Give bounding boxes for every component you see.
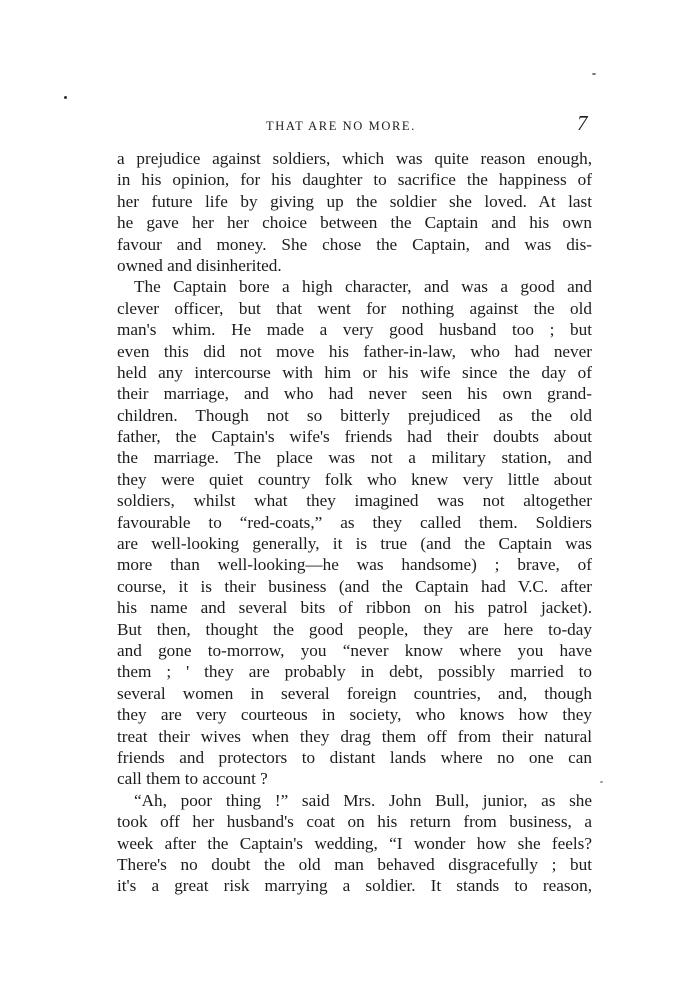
text-line: it's a great risk marrying a soldier. It stands to reason, [117, 876, 592, 896]
page-body [117, 148, 592, 897]
text-line: her future life by giving up the soldier she loved. At last [117, 191, 592, 211]
ink-speck [600, 781, 603, 783]
running-title: THAT ARE NO MORE. [266, 119, 416, 133]
text-line: took off her husband's coat on his return from business, a [117, 812, 592, 832]
text-line: favour and money. She chose the Captain, and was dis- [117, 234, 592, 254]
text-line: he gave her her choice between the Captain and his own [117, 213, 592, 233]
text-line: even this did not move his father-in-law, who had never [117, 341, 592, 361]
text-line: held any intercourse with him or his wife since the day of [117, 362, 592, 382]
text-line: several women in several foreign countries, and, though [117, 683, 592, 703]
text-line: man's whim. He made a very good husband too ; but [117, 320, 592, 340]
text-line: There's no doubt the old man behaved disgracefully ; but [117, 854, 592, 874]
text-line: call them to account ? [117, 769, 268, 789]
text-line: treat their wives when they drag them off from their natural [117, 726, 592, 746]
text-line: in his opinion, for his daughter to sacrifice the happiness of [117, 170, 592, 190]
text-line: favourable to “red-coats,” as they called them. Soldiers [117, 512, 592, 532]
text-line: The Captain bore a high character, and was a good and [134, 277, 592, 297]
text-line: clever officer, but that went for nothing against the old [117, 298, 592, 318]
text-line: his name and several bits of ribbon on his patrol jacket). [117, 598, 592, 618]
page-number: 7 [577, 111, 588, 135]
ink-speck [64, 96, 67, 99]
text-line: are well-looking generally, it is true (and the Captain was [117, 534, 592, 554]
text-line: more than well-looking—he was handsome) ; brave, of [117, 555, 592, 575]
ink-speck [592, 73, 596, 75]
text-line: they are very courteous in society, who knows how they [117, 705, 592, 725]
text-line: children. Though not so bitterly prejudiced as the old [117, 405, 592, 425]
text-line: course, it is their business (and the Captain had V.C. after [117, 576, 592, 596]
text-line: soldiers, whilst what they imagined was not altogether [117, 491, 592, 511]
text-line: and gone to-morrow, you “never know where you have [117, 640, 592, 660]
text-line: they were quiet country folk who knew very little about [117, 469, 592, 489]
text-line: “Ah, poor thing !” said Mrs. John Bull, junior, as she [134, 790, 592, 810]
text-line: them ; ' they are probably in debt, possibly married to [117, 662, 592, 682]
text-line: week after the Captain's wedding, “I wonder how she feels? [117, 833, 592, 853]
text-line: their marriage, and who had never seen his own grand- [117, 384, 592, 404]
text-line: friends and protectors to distant lands where no one can [117, 747, 592, 767]
text-line: father, the Captain's wife's friends had their doubts about [117, 427, 592, 447]
text-line: a prejudice against soldiers, which was quite reason enough, [117, 149, 592, 168]
text-line: owned and disinherited. [117, 255, 282, 275]
text-line: But then, thought the good people, they are here to-day [117, 619, 592, 639]
text-line: the marriage. The place was not a military station, and [117, 448, 592, 468]
